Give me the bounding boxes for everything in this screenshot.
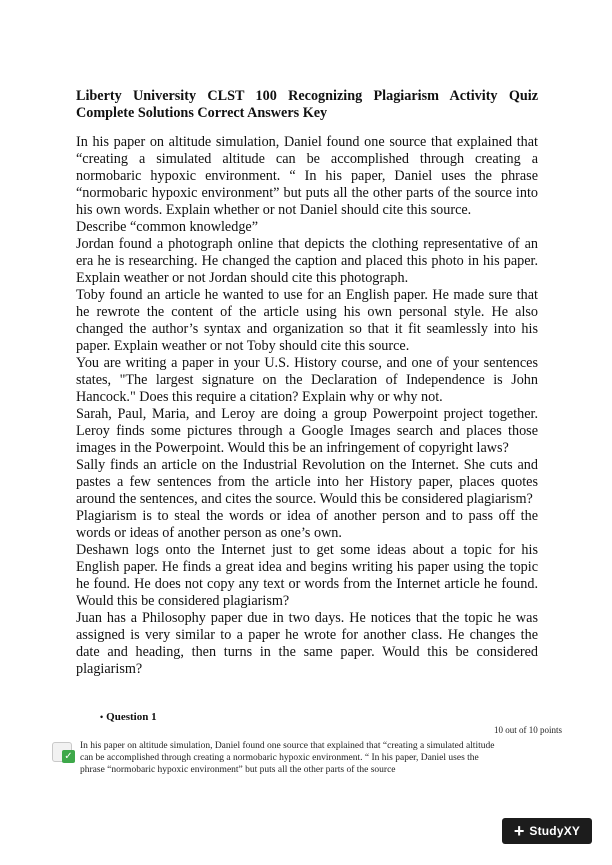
paragraph: Jordan found a photograph online that depicts the clothing representative of an era he is researching. He changed the caption and placed this photo in his paper. Explain weather or not Jordan should cite this photograph.	[76, 236, 538, 286]
paragraph: Juan has a Philosophy paper due in two days. He notices that the topic he was assigned is very similar to a paper he wrote for another class. He changes the date and heading, then turns in the same paper. Would this be considered plagiarism?	[76, 610, 538, 677]
document-title: Liberty University CLST 100 Recognizing Plagiarism Activity Quiz Complete Solutions Correct Answers Key	[76, 88, 538, 121]
question-points: 10 out of 10 points	[493, 725, 562, 735]
paragraph: Toby found an article he wanted to use for an English paper. He made sure that he rewrote the content of the article using his own personal style. He also changed the author’s syntax and organization so that it fit seamlessly into his paper. Explain weather or not Toby should cite this source.	[76, 287, 538, 354]
correct-check-icon	[52, 742, 76, 764]
question-body	[52, 740, 502, 776]
document-body	[76, 88, 538, 678]
plus-icon: +	[513, 821, 525, 841]
question-text: In his paper on altitude simulation, Daniel found one source that explained that “creating a simulated altitude can be accomplished through creating a normobaric hypoxic environment. “ In his paper, Daniel uses the phrase “normobaric hypoxic environment” but puts all the other parts of the source	[80, 741, 495, 775]
question-label: Question 1	[106, 711, 157, 723]
studyxy-logo[interactable]	[502, 818, 592, 844]
paragraph: Sarah, Paul, Maria, and Leroy are doing a group Powerpoint project together. Leroy finds some pictures through a Google Images search and places those images in the Powerpoint. Would this be an infringement of copyright laws?	[76, 406, 538, 456]
paragraph: Sally finds an article on the Industrial Revolution on the Internet. She cuts and pastes a few sentences from the article into her History paper, places quotes around the sentences, and cites the source. Would this be considered plagiarism?	[76, 457, 538, 507]
paragraph: Plagiarism is to steal the words or idea of another person and to pass off the words or ideas of another person as one’s own.	[76, 508, 538, 541]
brand-name: StudyXY	[529, 824, 581, 838]
paragraph: You are writing a paper in your U.S. History course, and one of your sentences states, "The largest signature on the Declaration of Independence is John Hancock." Does this require a citation? Explain why or why not.	[76, 355, 538, 405]
check-icon: ✓	[62, 750, 75, 763]
paragraph: In his paper on altitude simulation, Daniel found one source that explained that “creating a simulated altitude can be accomplished through creating a normobaric hypoxic environment. “ In his paper, Daniel uses the phrase “normobaric hypoxic environment” but puts all the other parts of the source into his own words. Explain whether or not Daniel should cite this source.	[76, 134, 538, 218]
question-header	[100, 711, 157, 723]
bullet-icon: •	[100, 712, 104, 722]
paragraph: Describe “common knowledge”	[76, 219, 259, 235]
paragraph: Deshawn logs onto the Internet just to get some ideas about a topic for his English paper. He finds a great idea and begins writing his paper using the topic he found. He does not copy any text or words from the Internet article he found. Would this be considered plagiarism?	[76, 542, 538, 609]
